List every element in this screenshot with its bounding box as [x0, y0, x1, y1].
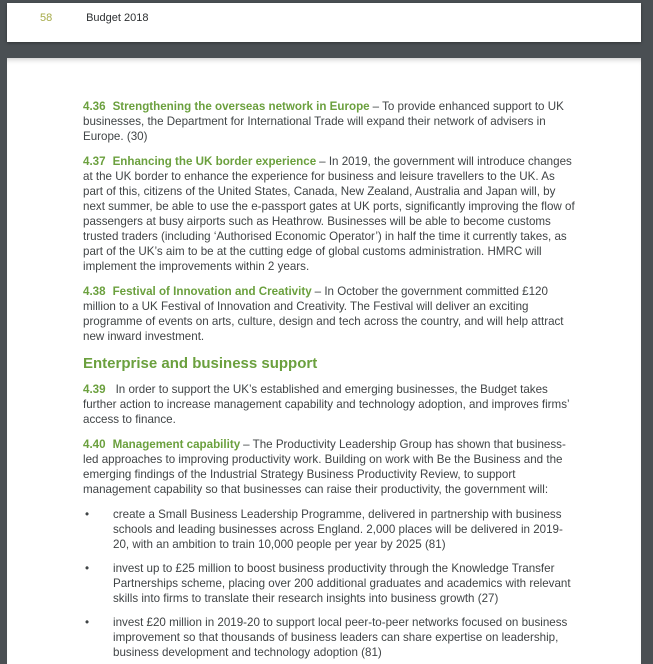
list-item	[83, 615, 575, 660]
paragraph-title: Enhancing the UK border experience	[112, 155, 317, 168]
paragraph-title: Strengthening the overseas network in Europe	[112, 100, 370, 113]
running-header	[7, 3, 641, 25]
paragraph-number: 4.38	[83, 285, 106, 298]
bullet-text: create a Small Business Leadership Programme, delivered in partnership with business schools and leading businesses across England. 2,000 places will be delivered in 2019-20, with an ambition to train 10,000 people per year by 2025 (81)	[113, 508, 563, 551]
paragraph-body: – To provide enhanced support to UK businesses, the Department for International Trade will expand their network of advisers in Europe. (30)	[83, 100, 564, 143]
paragraph-body: – In 2019, the government will introduce changes at the UK border to enhance the experience for business and leisure travellers to the UK. As part of this, citizens of the United States, Canada, New Zealand, Australia and Japan will, by next summer, be able to use the e-passport gates at UK ports, significantly improving the flow of passengers at busy airports such as Heathrow. Businesses will be able to become customs trusted traders (including ‘Authorised Economic Operator’) in half the time it currently takes, as part of the UK’s aim to be at the cutting edge of global customs administration. HMRC will implement the improvements within 2 years.	[83, 155, 575, 273]
paragraph-4-38	[83, 284, 575, 344]
paragraph-number: 4.37	[83, 155, 106, 168]
list-item	[83, 507, 575, 552]
paragraph-4-40	[83, 437, 575, 497]
bullet-list	[83, 507, 575, 660]
paragraph-number: 4.36	[83, 100, 106, 113]
page-content	[7, 58, 641, 660]
paragraph-body: In order to support the UK’s established and emerging businesses, the Budget takes further action to increase management capability and technology adoption, and improves firms’ access to finance.	[83, 383, 570, 426]
bullet-icon: •	[85, 616, 90, 629]
paragraph-body: – In October the government committed £120 million to a UK Festival of Innovation and Creativity. The Festival will deliver an exciting programme of events on arts, culture, design and tech across the country, and will help attract new inward investment.	[83, 285, 564, 343]
paragraph-4-39	[83, 382, 575, 427]
paragraph-number: 4.40	[83, 438, 106, 451]
bullet-text: invest up to £25 million to boost business productivity through the Knowledge Transfer Partnerships scheme, placing over 200 additional graduates and academics with relevant skills into firms to translate their research insights into business growth (27)	[113, 562, 571, 605]
document-page	[7, 58, 641, 664]
bullet-text: invest £20 million in 2019-20 to support local peer-to-peer networks focused on business improvement so that thousands of business leaders can share expertise on leadership, business development and technology adoption (81)	[113, 616, 568, 659]
document-title: Budget 2018	[86, 12, 149, 24]
bullet-icon: •	[85, 508, 90, 521]
page-number: 58	[40, 12, 53, 24]
section-heading: Enterprise and business support	[83, 355, 318, 372]
paragraph-title: Management capability	[112, 438, 241, 451]
paragraph-4-36	[83, 99, 575, 144]
paragraph-number: 4.39	[83, 383, 106, 396]
paragraph-title: Festival of Innovation and Creativity	[112, 285, 312, 298]
paragraph-body: – The Productivity Leadership Group has shown that business-led approaches to improving productivity work. Building on work with Be the Business and the emerging findings of the Industrial Strategy Business Productivity Review, to support management capability so that businesses can raise their productivity, the government will:	[83, 438, 566, 496]
page-header-strip	[7, 3, 641, 42]
list-item	[83, 561, 575, 606]
bullet-icon: •	[85, 562, 90, 575]
paragraph-4-37	[83, 154, 575, 274]
